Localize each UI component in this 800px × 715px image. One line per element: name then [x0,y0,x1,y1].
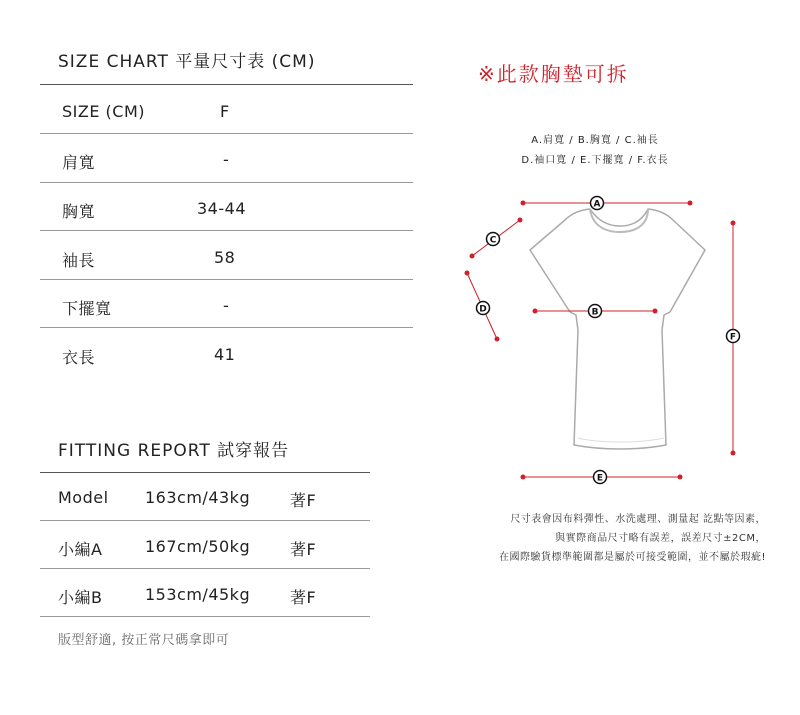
fitting-row-measure: 163cm/43kg [145,488,251,507]
fitting-note: 版型舒適, 按正常尺碼拿即可 [58,633,230,648]
size-chart-divider [40,327,413,328]
measurement-legend-line-1: A.肩寬 / B.胸寬 / C.袖長 [531,135,659,146]
size-chart-header-value: F [220,102,230,121]
fitting-divider [40,520,370,521]
size-chart-divider [40,182,413,183]
size-row-label: 下擺寬 [62,299,112,318]
measure-point [470,254,475,259]
measure-point [465,271,470,276]
fitting-divider [40,616,370,617]
tshirt-outline [530,209,705,449]
marker-e-label: E [596,473,604,484]
marker-d-label: D [479,304,487,315]
size-chart-title-divider [40,84,413,85]
fitting-row-model: 小編B [58,588,103,607]
fitting-row-wear: 著F [290,491,317,510]
fitting-report-title: FITTING REPORT 試穿報告 [58,441,290,461]
size-row-label: 衣長 [62,348,96,367]
tshirt-hem-stitch [578,438,664,442]
marker-b-label: B [591,307,599,318]
size-row-value: 58 [214,248,236,267]
disclaimer-line: 尺寸表會因布料彈性、水洗處理、測量起 訖點等因素， [510,514,766,525]
measure-point [521,475,526,480]
fitting-row-wear: 著F [290,588,317,607]
measurement-legend-line-2: D.袖口寬 / E.下擺寬 / F.衣長 [521,155,669,166]
size-row-value: 34-44 [197,199,246,218]
measure-point [495,337,500,342]
measure-point [521,201,526,206]
size-row-label: 肩寬 [62,153,96,172]
fitting-row-model: 小編A [58,540,103,559]
size-chart-header-label: SIZE (CM) [62,102,145,121]
disclaimer-line: 在國際驗貨標準範圍都是屬於可接受範圍，並不屬於瑕疵! [498,552,766,563]
disclaimer-line: 與實際商品尺寸略有誤差，誤差尺寸±2CM， [555,533,766,544]
fitting-row-model: Model [58,488,109,507]
measure-point [731,451,736,456]
fitting-row-wear: 著F [290,540,317,559]
measure-point [518,218,523,223]
size-chart-divider [40,230,413,231]
size-row-value: 41 [214,345,236,364]
measure-point [533,309,538,314]
measure-point [731,221,736,226]
fitting-row-measure: 153cm/45kg [145,585,251,604]
marker-a-label: A [593,199,601,210]
tshirt-measurement-diagram [440,180,760,490]
size-row-value: - [223,150,230,169]
size-chart-divider [40,133,413,134]
size-row-label: 胸寬 [62,202,96,221]
detachable-pad-note: ※此款胸墊可拆 [478,62,629,86]
measure-point [688,201,693,206]
fitting-row-measure: 167cm/50kg [145,537,251,556]
size-row-label: 袖長 [62,251,96,270]
size-chart-title: SIZE CHART 平量尺寸表 (CM) [58,52,316,72]
marker-f-label: F [729,332,737,343]
marker-c-label: C [489,235,497,246]
measurement-disclaimer [420,510,766,567]
measure-point [678,475,683,480]
fitting-report-title-divider [40,472,370,473]
size-row-value: - [223,296,230,315]
size-chart-divider [40,279,413,280]
fitting-divider [40,568,370,569]
measure-point [653,309,658,314]
